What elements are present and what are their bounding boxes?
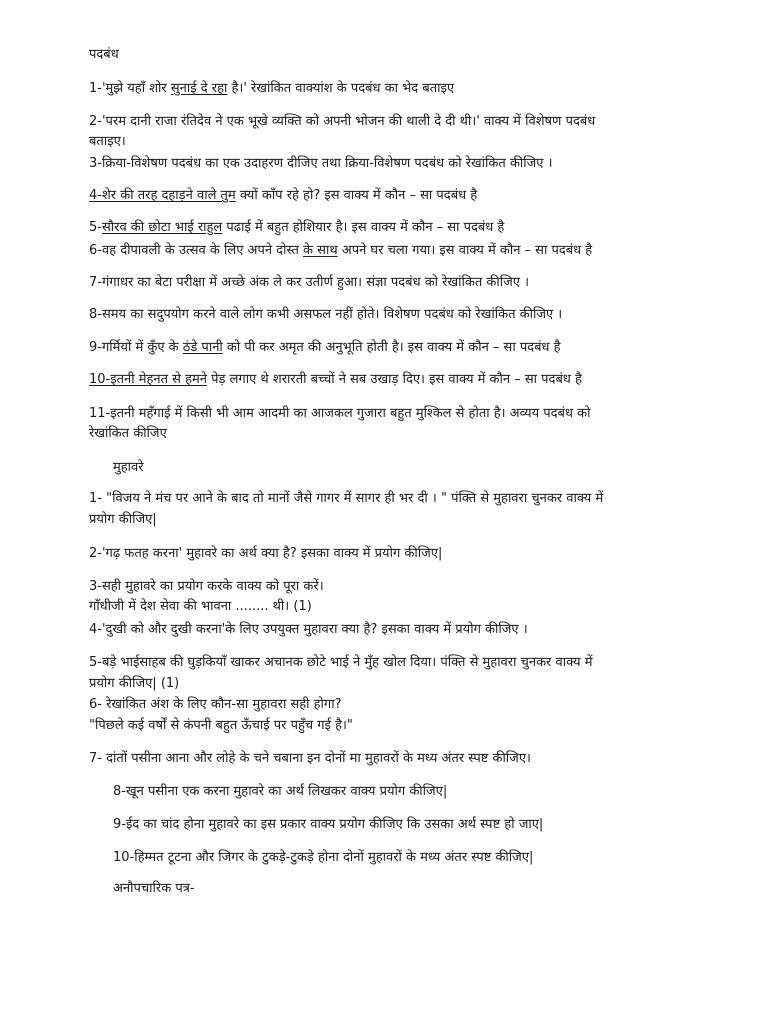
padbandh-question-3: 3-क्रिया-विशेषण पदबंध का एक उदाहरण दीजिए तथा क्रिया-विशेषण पदबंध को रेखांकित कीजिए । bbox=[89, 156, 553, 171]
underlined-phrase: ठंडे पानी bbox=[182, 340, 223, 355]
question-text: 9-गर्मियों में कुँए के bbox=[89, 340, 183, 355]
muhavare-heading: मुहावरे bbox=[113, 460, 144, 475]
underlined-phrase: 4-शेर की तरह दहाड़ने वाले तुम bbox=[89, 188, 236, 203]
muhavara-question-7: 7- दांतों पसीना आना और लोहे के चने चबाना इन दोनों मा मुहावरों के मध्य अंतर स्पष्ट कीजिए। bbox=[89, 751, 531, 766]
question-text: 1-'मुझे यहाँ शोर bbox=[89, 81, 171, 96]
muhavara-question-2: 2-'गढ़ फतह करना' मुहावरे का अर्थ क्या है? इसका वाक्य में प्रयोग कीजिए| bbox=[89, 546, 443, 561]
underlined-phrase: सुनाई दे रहा bbox=[170, 81, 228, 96]
question-text: पढाई में बहुत होशियार है। इस वाक्य में कौन – सा पदबंध है bbox=[222, 220, 505, 235]
page-title: पदबंध bbox=[89, 47, 119, 62]
question-text: क्यों काँप रहे हो? इस वाक्य में कौन – सा पदबंध है bbox=[235, 188, 478, 203]
question-text: अपने घर चला गया। इस वाक्य में कौन – सा पदबंध है bbox=[337, 243, 593, 258]
padbandh-question-1 bbox=[89, 80, 454, 97]
question-text: पेड़ लगाए थे शरारती बच्चों ने सब उखाड़ दिए। इस वाक्य में कौन – सा पदबंध है bbox=[207, 372, 582, 387]
muhavara-question-1-line-2: प्रयोग कीजिए| bbox=[89, 512, 157, 527]
underlined-phrase: 10-इतनी मेहनत से हमने bbox=[89, 372, 207, 387]
muhavara-question-9: 9-ईद का चांद होना मुहावरे का इस प्रकार वाक्य प्रयोग कीजिए कि उसका अर्थ स्पष्ट हो जाए| bbox=[113, 817, 544, 832]
muhavara-question-10: 10-हिम्मत टूटना और जिगर के टुकड़े-टुकड़े होना दोनों मुहावरों के मध्य अंतर स्पष्ट कीजिए| bbox=[113, 850, 534, 865]
letter-heading: अनौपचारिक पत्र- bbox=[113, 881, 195, 896]
muhavara-question-3-line-1: 3-सही मुहावरे का प्रयोग करके वाक्य को पूरा करें। bbox=[89, 579, 324, 594]
padbandh-question-11-line-1: 11-इतनी महँगाई में किसी भी आम आदमी का आजकल गुजारा बहुत मुश्किल से होता है। अव्यय पदबंध को bbox=[89, 406, 591, 421]
padbandh-question-6 bbox=[89, 242, 592, 259]
underlined-phrase: के साथ bbox=[303, 243, 338, 258]
padbandh-question-9 bbox=[89, 339, 561, 356]
padbandh-question-10 bbox=[89, 371, 582, 388]
muhavara-question-6-line-1: 6- रेखांकित अंश के लिए कौन-सा मुहावरा सही होगा? bbox=[89, 697, 342, 712]
question-text: 6-वह दीपावली के उत्सव के लिए अपने दोस्त bbox=[89, 243, 304, 258]
muhavara-question-5-line-2: प्रयोग कीजिए| (1) bbox=[89, 676, 180, 691]
padbandh-question-4 bbox=[89, 187, 477, 204]
padbandh-question-11-line-2: रेखांकित कीजिए bbox=[89, 426, 167, 441]
padbandh-question-2-line-1: 2-'परम दानी राजा रंतिदेव ने एक भूखे व्यक्ति को अपनी भोजन की थाली दे दी थी।' वाक्य में विशेषण पदबंध bbox=[89, 114, 596, 129]
padbandh-question-2-line-2: बताइए। bbox=[89, 134, 126, 149]
muhavara-question-1-line-1: 1- "विजय ने मंच पर आने के बाद तो मानों जैसे गागर में सागर ही भर दी । " पंक्ति से मुहावरा चुनकर वाक्य में bbox=[89, 491, 604, 506]
muhavara-question-3-line-2: गाँधीजी में देश सेवा की भावना ........ थी। (1) bbox=[89, 599, 312, 614]
padbandh-question-7: 7-गंगाधर का बेटा परीक्षा में अच्छे अंक ले कर उतीर्ण हुआ। संज्ञा पदबंध को रेखांकित कीजिए । bbox=[89, 275, 529, 290]
muhavara-question-8: 8-खून पसीना एक करना मुहावरे का अर्थ लिखकर वाक्य प्रयोग कीजिए| bbox=[113, 784, 448, 799]
muhavara-question-5-line-1: 5-बड़े भाईसाहब की घुड़कियाँ खाकर अचानक छोटे भाई ने मुँह खोल दिया। पंक्ति से मुहावरा चुनकर वाक्य में bbox=[89, 655, 593, 670]
padbandh-question-5 bbox=[89, 219, 504, 236]
muhavara-question-6-line-2: "पिछले कई वर्षों से कंपनी बहुत ऊँचाई पर पहुँच गई है।" bbox=[89, 718, 353, 733]
muhavara-question-4: 4-'दुखी को और दुखी करना'के लिए उपयुक्त मुहावरा क्या है? इसका वाक्य में प्रयोग कीजिए । bbox=[89, 622, 528, 637]
padbandh-question-8: 8-समय का सदुपयोग करने वाले लोग कभी असफल नहीं होते। विशेषण पदबंध को रेखांकित कीजिए । bbox=[89, 307, 563, 322]
underlined-phrase: सौरव की छोटा भाई राहुल bbox=[101, 220, 223, 235]
question-text: है।' रेखांकित वाक्यांश के पदबंध का भेद बताइए bbox=[227, 81, 455, 96]
question-text: को पी कर अमृत की अनुभूति होती है। इस वाक्य में कौन – सा पदबंध है bbox=[222, 340, 561, 355]
question-text: 5- bbox=[89, 220, 102, 235]
